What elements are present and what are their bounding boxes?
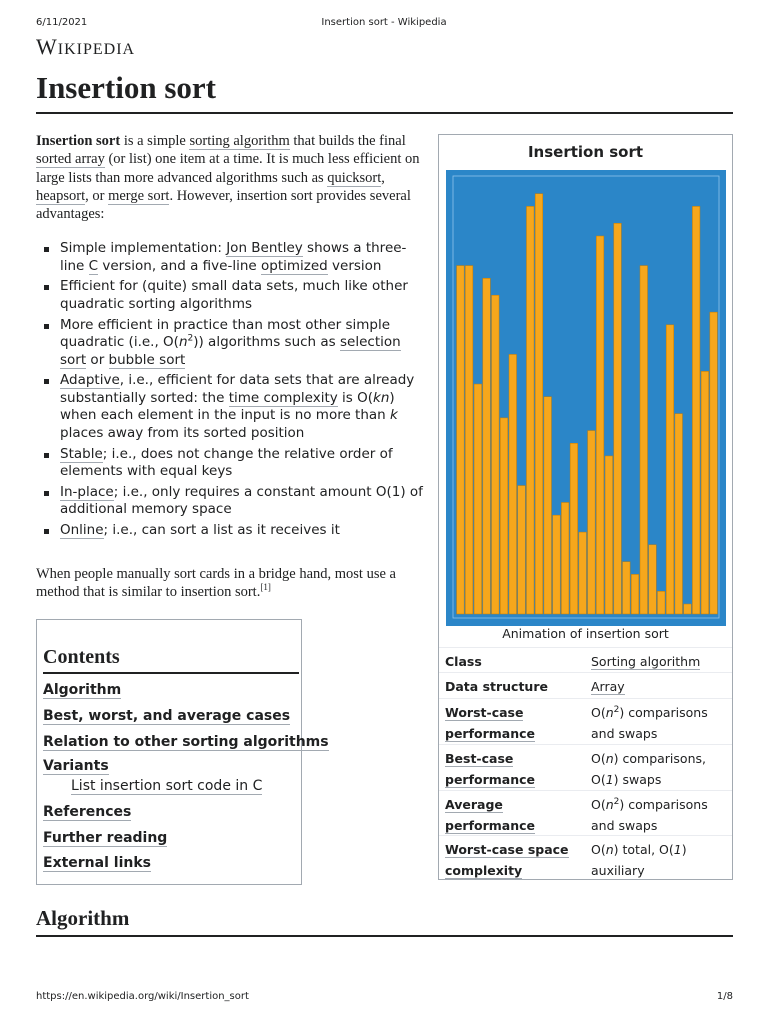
infobox-value — [591, 794, 729, 836]
animation-bar — [457, 266, 465, 614]
table-of-contents — [36, 619, 329, 885]
toc-item-label: References — [43, 804, 132, 820]
link-in-place[interactable]: In-place — [60, 483, 114, 500]
animation-bar — [465, 266, 473, 614]
cards-text: When people manually sort cards in a bridge hand, most use a method that is similar to insertion sort. — [36, 566, 396, 601]
value-text: ) comparisons and swaps — [591, 797, 708, 833]
animation-bar — [570, 443, 578, 614]
link-c[interactable]: C — [88, 257, 99, 274]
wordmark-initial: W — [36, 34, 58, 59]
link-worst-case-performance[interactable]: Worst-case performance — [445, 705, 536, 741]
wordmark-rest: IKIPEDIA — [57, 41, 136, 58]
adv-text: version — [327, 257, 382, 274]
infobox-row-best-case — [439, 744, 732, 791]
animation-bar — [500, 418, 508, 614]
animation-bar — [588, 431, 596, 614]
toc-item-label: Variants — [43, 758, 109, 774]
infobox-label — [445, 794, 585, 836]
value-text: O( — [591, 797, 606, 812]
animation-bar — [710, 312, 718, 614]
print-date: 6/11/2021 — [36, 17, 88, 28]
insertion-sort-animation[interactable] — [446, 170, 726, 626]
adv-text: shows a three-line — [60, 240, 407, 274]
animation-bar — [492, 295, 500, 614]
section-heading-algorithm: Algorithm — [36, 906, 733, 937]
value-text: ) swaps — [613, 772, 662, 787]
intro-text-3: (or list) one item at a time. It is much less efficient on large lists than more advanced algorithms such as — [36, 151, 420, 186]
animation-bar — [518, 486, 526, 614]
animation-bar — [509, 354, 517, 614]
value-text: auxiliary — [591, 863, 645, 878]
toc-item-list-insertion[interactable] — [71, 778, 262, 794]
math-sup: 2 — [187, 333, 194, 344]
link-selection-sort[interactable]: selection sort — [60, 334, 401, 368]
infobox-label: Class — [445, 654, 482, 669]
advantage-in-place — [36, 484, 428, 519]
infobox-row-worst-case — [439, 698, 732, 745]
infobox-row-space — [439, 835, 732, 880]
animation-bar — [474, 384, 482, 614]
toc-item-label: Best, worst, and average cases — [43, 708, 291, 724]
print-page-number: 1/8 — [716, 991, 733, 1002]
animation-bar — [675, 414, 683, 614]
infobox-row-data-structure — [439, 672, 732, 699]
value-text: ) total, O( — [613, 842, 674, 857]
reference-1-link[interactable]: [1] — [260, 582, 271, 593]
animation-bar — [649, 545, 657, 614]
adv-text: is O( — [337, 389, 374, 406]
link-average-performance[interactable]: Average performance — [445, 797, 536, 833]
adv-text: Simple implementation: — [60, 240, 227, 256]
advantages-list — [36, 240, 428, 543]
math-var: kn — [373, 389, 390, 406]
math-var: n — [605, 797, 614, 812]
advantage-online — [36, 522, 428, 540]
print-title: Insertion sort - Wikipedia — [321, 17, 447, 28]
animation-bar — [544, 397, 552, 614]
link-merge-sort[interactable]: merge sort — [108, 187, 170, 204]
animation-bar — [631, 574, 639, 614]
advantage-simple — [36, 240, 428, 275]
link-bubble-sort[interactable]: bubble sort — [108, 351, 186, 368]
toc-item-references[interactable] — [43, 804, 131, 820]
animation-bar — [666, 325, 674, 614]
adv-text: )) algorithms such as — [193, 334, 340, 351]
infobox — [438, 134, 733, 880]
adv-text: or — [86, 351, 109, 368]
toc-item-relation[interactable] — [43, 734, 329, 750]
adv-text: ) when each element in the input is no more than — [60, 389, 395, 424]
intro-text-4: , — [381, 169, 385, 186]
infobox-title: Insertion sort — [527, 143, 644, 161]
animation-bar — [561, 502, 569, 614]
link-adaptive[interactable]: Adaptive — [60, 372, 120, 389]
toc-item-label: External links — [43, 855, 151, 871]
toc-item-label: Relation to other sorting algorithms — [43, 734, 329, 750]
animation-bar — [701, 371, 709, 614]
adv-text: ; i.e., can sort a list as it receives it — [103, 522, 340, 539]
adv-text: More efficient in practice than most other simple quadratic (i.e., O( — [60, 316, 391, 351]
print-url: https://en.wikipedia.org/wiki/Insertion_sort — [36, 991, 249, 1002]
math-sup: 2 — [613, 704, 620, 715]
adv-text: ; i.e., only requires a constant amount O(1) of additional memory space — [60, 483, 423, 518]
value-text: O( — [591, 705, 606, 720]
animation-bar — [553, 515, 561, 614]
link-jon-bentley[interactable]: Jon Bentley — [226, 240, 303, 256]
infobox-label — [445, 839, 585, 881]
toc-item-external-links[interactable] — [43, 855, 151, 871]
infobox-value — [591, 702, 729, 744]
math-var: n — [178, 334, 188, 351]
adv-text: version, and a five-line — [98, 257, 261, 274]
intro-text-5: , or — [85, 187, 109, 204]
link-stable[interactable]: Stable — [60, 445, 103, 462]
link-online[interactable]: Online — [60, 522, 104, 539]
animation-bar — [526, 206, 534, 614]
infobox-value — [591, 651, 729, 672]
value-text: ) comparisons, O( — [591, 751, 706, 787]
link-optimized[interactable]: optimized — [261, 257, 328, 274]
animation-bar — [483, 278, 491, 614]
intro-text-1: is a simple — [120, 133, 190, 149]
value-text: O( — [591, 842, 606, 857]
math-var: 1 — [605, 772, 614, 787]
infobox-caption: Animation of insertion sort — [502, 626, 669, 641]
adv-text: , i.e., efficient for data sets that are already substantially sorted: the — [60, 372, 415, 406]
infobox-label — [445, 748, 585, 790]
link-best-case-performance[interactable]: Best-case performance — [445, 751, 536, 787]
link-space-complexity[interactable]: Worst-case space complexity — [445, 842, 569, 878]
toc-title: Contents — [43, 646, 299, 674]
value-text: ) — [681, 842, 687, 857]
toc-item-label: List insertion sort code in C — [71, 778, 263, 794]
intro-text-2: that builds the final — [289, 133, 406, 149]
link-quicksort[interactable]: quicksort — [327, 169, 382, 186]
infobox-row-class — [439, 647, 732, 673]
animation-bar — [596, 236, 604, 614]
intro-text-6: . However, insertion sort provides several advantages: — [36, 187, 411, 223]
advantage-practical — [36, 317, 428, 370]
animation-bar — [657, 591, 665, 614]
toc-item-label: Further reading — [43, 830, 168, 846]
infobox-value — [591, 676, 729, 697]
infobox-row-average — [439, 790, 732, 836]
math-var: k — [390, 407, 398, 424]
cards-paragraph — [36, 565, 426, 602]
page-title: Insertion sort — [36, 70, 733, 114]
link-sorted-array[interactable]: sorted array — [36, 151, 105, 168]
animation-bar — [640, 266, 648, 614]
math-var: n — [605, 705, 614, 720]
value-text: O( — [591, 751, 606, 766]
infobox-label: Data structure — [445, 679, 548, 694]
animation-bar — [605, 456, 613, 614]
value-text: ) comparisons and swaps — [591, 705, 708, 741]
advantage-adaptive — [36, 372, 428, 442]
infobox-value — [591, 839, 729, 881]
advantage-efficient — [36, 278, 428, 313]
adv-text: places away from its sorted position — [60, 424, 305, 441]
toc-item-variants[interactable] — [43, 758, 109, 774]
infobox-value — [591, 748, 729, 790]
animation-bar — [535, 194, 543, 614]
adv-text: Efficient for (quite) small data sets, much like other quadratic sorting algorithms — [60, 278, 408, 312]
link-sorting-algorithm-infobox[interactable]: Sorting algorithm — [591, 654, 701, 669]
link-array[interactable]: Array — [591, 679, 625, 694]
math-var: 1 — [673, 842, 682, 857]
math-var: n — [605, 751, 614, 766]
toc-item-cases[interactable] — [43, 708, 290, 724]
animation-bar — [579, 532, 587, 614]
intro-paragraph — [36, 132, 426, 223]
link-heapsort[interactable]: heapsort — [36, 187, 86, 204]
toc-item-algorithm[interactable] — [43, 682, 121, 698]
animation-bar — [684, 604, 692, 614]
advantage-stable — [36, 446, 428, 481]
infobox-label — [445, 702, 585, 744]
toc-item-label: Algorithm — [43, 682, 122, 698]
link-time-complexity[interactable]: time complexity — [228, 389, 338, 406]
link-sorting-algorithm[interactable]: sorting algorithm — [189, 133, 290, 149]
math-var: n — [605, 842, 614, 857]
animation-bar — [623, 562, 631, 614]
adv-text: ; i.e., does not change the relative order of elements with equal keys — [60, 445, 393, 480]
animation-bar — [692, 206, 700, 614]
wikipedia-wordmark[interactable] — [36, 34, 135, 60]
math-sup: 2 — [613, 796, 620, 807]
toc-item-further-reading[interactable] — [43, 830, 167, 846]
animation-bar — [614, 223, 622, 614]
intro-bold-term: Insertion sort — [36, 133, 121, 149]
